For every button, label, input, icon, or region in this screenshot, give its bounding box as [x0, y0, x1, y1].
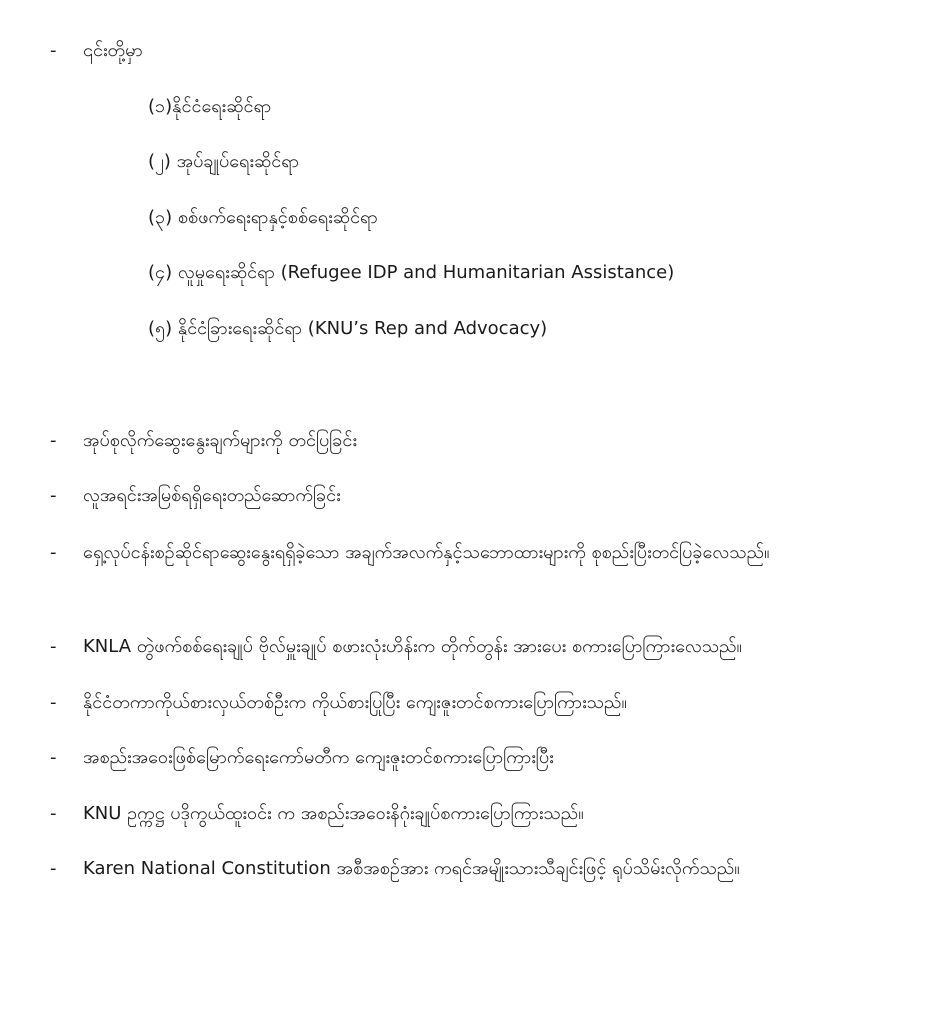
department-text: (၅) နိုင်ငံခြားရေးဆိုင်ရာ (KNU’s Rep and Advocacy) — [148, 318, 548, 339]
list-item-text: ရှေ့လုပ်ငန်းစဉ်ဆိုင်ရာဆွေးနွေးရရှိခဲ့သော အချက်အလက်နှင့်သဘောထားများကို စုစည်းပြီးတင်ပြခဲ့လေသည်။ — [83, 542, 770, 563]
list-item-text: လူအရင်းအမြစ်ရရှိရေးတည်ဆောက်ခြင်း — [83, 485, 341, 506]
intro-text: ၎င်းတို့မှာ — [83, 40, 143, 61]
list-item-text: Karen National Constitution အစီအစဉ်အား ကရင်အမျိုးသားသီချင်းဖြင့် ရုပ်သိမ်းလိုက်သည်။ — [83, 858, 740, 879]
bullet-dash: - — [50, 747, 57, 768]
bullet-dash: - — [50, 40, 57, 61]
list-item-text: အစည်းအဝေးဖြစ်မြောက်ရေးကော်မတီက ကျေးဇူးတင်စကားပြောကြားပြီး — [83, 747, 554, 768]
bullet-dash: - — [50, 803, 57, 824]
list-item-text: နိုင်ငံတကာကိုယ်စားလှယ်တစ်ဦးက ကိုယ်စားပြုပြီး ကျေးဇူးတင်စကားပြောကြားသည်။ — [83, 692, 627, 713]
bullet-dash: - — [50, 636, 57, 657]
department-text: (၂) အုပ်ချုပ်ရေးဆိုင်ရာ — [148, 151, 300, 172]
department-text: (၁)နိုင်ငံရေးဆိုင်ရာ — [148, 96, 272, 117]
list-item-text: KNU ဥက္ကဋ္ဌ ပဒိုကွယ်ထူးဝင်း က အစည်းအဝေးနိဂုံးချုပ်စကားပြောကြားသည်။ — [83, 803, 584, 824]
department-text: (၃) စစ်ဖက်ရေးရာနှင့်စစ်ရေးဆိုင်ရာ — [148, 207, 378, 228]
list-item-text: KNLA တွဲဖက်စစ်ရေးချုပ် ဗိုလ်မှူးချုပ် စဖားလုံးဟိန်းက တိုက်တွန်း အားပေး စကားပြောကြားလေသည်။ — [83, 636, 742, 657]
bullet-dash: - — [50, 692, 57, 713]
bullet-dash: - — [50, 485, 57, 506]
department-text: (၄) လူမှုရေးဆိုင်ရာ (Refugee IDP and Humanitarian Assistance) — [148, 262, 675, 283]
bullet-dash: - — [50, 430, 57, 451]
list-item-text: အုပ်စုလိုက်ဆွေးနွေးချက်များကို တင်ပြခြင်း — [83, 430, 357, 451]
bullet-dash: - — [50, 858, 57, 879]
bullet-dash: - — [50, 542, 57, 563]
